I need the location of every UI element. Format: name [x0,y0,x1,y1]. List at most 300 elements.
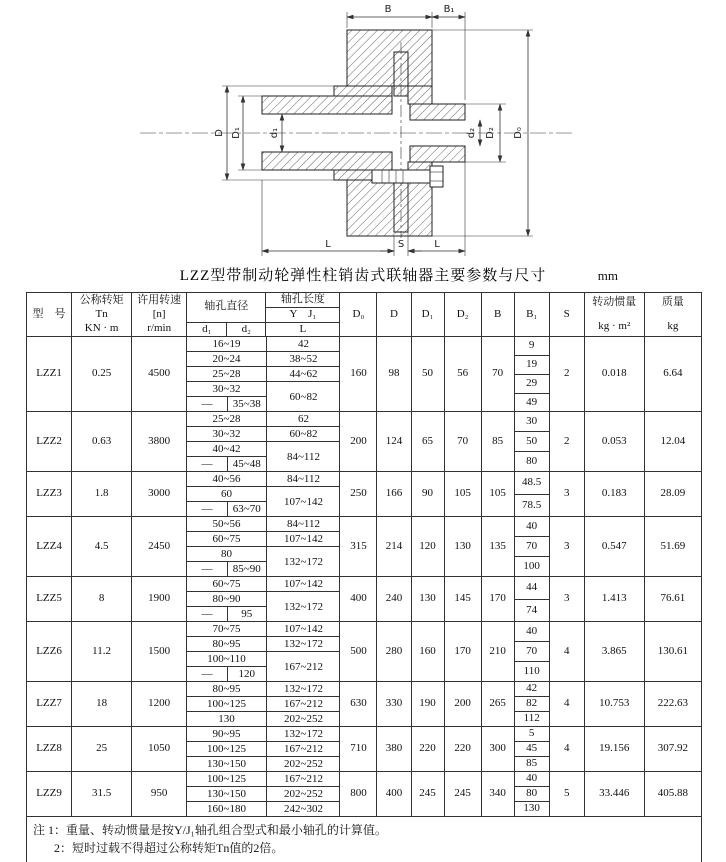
bore-range-cell: 16~19 [187,337,266,352]
torque-cell: 31.5 [72,772,132,817]
b1-item: 85 [526,757,538,770]
dim-label-d1: d₁ [269,127,280,139]
D1-cell: 190 [411,682,444,727]
bore-range-cell: 40~42 [187,442,266,457]
bore-range-cell: 80~90 [187,592,266,607]
bore-d2-cell: 63~70 [227,502,266,517]
dim-label-L-right: L [434,239,440,250]
bore-length-cell: 202~252 [266,787,340,802]
header-D2: D₂ [444,293,481,337]
torque-cell: 25 [72,727,132,772]
bore-length-cell: 60~82 [266,382,340,412]
torque-cell: 18 [72,682,132,727]
D-cell: 280 [377,622,411,682]
bore-length-cell: 60~82 [266,427,340,442]
bore-table [187,412,340,471]
b1-stack [515,412,549,471]
bore-range-cell: 160~180 [187,802,266,817]
bore-length-cell: 132~172 [266,727,340,742]
mass-cell: 307.92 [644,727,701,772]
bore-row [187,427,340,442]
bore-group-cell [187,517,340,577]
D2-cell: 145 [444,577,481,622]
bore-d2-cell: 45~48 [227,457,266,472]
spec-row [27,577,702,622]
b1-item: 130 [523,802,540,815]
bore-row [187,727,340,742]
B1-group-cell [514,412,549,472]
bore-length-cell: 132~172 [266,682,340,697]
spec-table-wrap [26,292,702,817]
D1-cell: 120 [411,517,444,577]
bore-row [187,412,340,427]
B1-group-cell [514,517,549,577]
bore-table [187,517,340,576]
b1-item: 30 [515,412,549,432]
dim-label-S: S [397,239,405,250]
D2-cell: 200 [444,682,481,727]
header-L: L [266,322,340,337]
bore-range-cell: 30~32 [187,427,266,442]
dim-label-B: B [384,4,392,15]
b1-item: 29 [515,375,549,394]
bore-length-cell: 84~112 [266,517,340,532]
S-cell: 4 [549,682,584,727]
inertia-cell: 33.446 [584,772,644,817]
bore-length-cell: 202~252 [266,712,340,727]
speed-cell: 950 [132,772,187,817]
bore-row [187,532,340,547]
bore-length-cell: 107~142 [266,532,340,547]
b1-item: 50 [515,432,549,452]
inertia-cell: 0.053 [584,412,644,472]
bore-range-cell: 50~56 [187,517,266,532]
torque-cell: 8 [72,577,132,622]
spec-row [27,682,702,727]
bore-range-cell: 40~56 [187,472,266,487]
dim-label-D2: D₂ [485,127,496,139]
B-cell: 170 [481,577,514,622]
D-cell: 400 [377,772,411,817]
torque-cell: 4.5 [72,517,132,577]
b1-item: 40 [515,772,549,787]
model-cell: LZZ3 [27,472,72,517]
header-D1: D₁ [411,293,444,337]
header-d1: d₁ [187,322,227,337]
D0-cell: 160 [340,337,377,412]
note-line-1: 注 1：重量、转动惯量是按Y/J₁轴孔组合型式和最小轴孔的计算值。 [33,823,387,838]
bore-d1-cell: — [187,457,227,472]
b1-item: 70 [515,537,549,557]
D2-cell: 220 [444,727,481,772]
speed-cell: 3000 [132,472,187,517]
D1-cell: 90 [411,472,444,517]
D0-cell: 200 [340,412,377,472]
b1-item: 74 [526,603,538,616]
bore-range-cell: 80~95 [187,637,266,652]
S-cell: 2 [549,412,584,472]
header-D0: D₀ [340,293,377,337]
D-cell: 330 [377,682,411,727]
bore-group-cell [187,622,340,682]
bore-length-cell: 242~302 [266,802,340,817]
header-S: S [549,293,584,337]
speed-cell: 1900 [132,577,187,622]
B1-group-cell [514,622,549,682]
bore-range-cell: 60 [187,487,266,502]
D1-cell: 65 [411,412,444,472]
model-cell: LZZ9 [27,772,72,817]
bore-range-cell: 100~125 [187,772,266,787]
coupling-cross-section [0,0,726,262]
bore-range-cell: 25~28 [187,367,266,382]
bore-table [187,682,340,726]
header-model: 型 号 [27,293,72,337]
bore-row [187,352,340,367]
dim-label-D1: D₁ [231,127,242,139]
bore-range-cell: 70~75 [187,622,266,637]
b1-item: 110 [523,664,540,677]
D0-cell: 315 [340,517,377,577]
B1-group-cell [514,577,549,622]
bore-row [187,487,340,502]
bore-range-cell: 60~75 [187,532,266,547]
bore-range-cell: 130 [187,712,266,727]
bore-table [187,622,340,681]
bore-length-cell: 42 [266,337,340,352]
D2-cell: 130 [444,517,481,577]
speed-cell: 4500 [132,337,187,412]
bore-d1-cell: — [187,562,227,577]
header-B: B [481,293,514,337]
bore-d2-cell: 85~90 [227,562,266,577]
bore-d1-cell: — [187,502,227,517]
spec-table-body [27,337,702,817]
inertia-cell: 10.753 [584,682,644,727]
bore-length-cell: 132~172 [266,592,340,622]
dim-label-L-left: L [325,239,331,250]
inertia-cell: 0.183 [584,472,644,517]
bore-length-cell: 202~252 [266,757,340,772]
bore-d2-cell: 95 [227,607,266,622]
bore-row [187,787,340,802]
model-cell: LZZ2 [27,412,72,472]
bore-table [187,772,340,816]
bore-row [187,622,340,637]
torque-cell: 1.8 [72,472,132,517]
header-YJ1: Y J₁ [266,307,340,322]
bore-range-cell: 80~95 [187,682,266,697]
b1-item: 70 [515,642,549,662]
mass-cell: 76.61 [644,577,701,622]
speed-cell: 1050 [132,727,187,772]
bore-group-cell [187,412,340,472]
bore-row [187,577,340,592]
D1-cell: 50 [411,337,444,412]
bore-range-cell: 80 [187,547,266,562]
bore-row [187,772,340,787]
D-cell: 166 [377,472,411,517]
header-bore-length: 轴孔长度 [266,293,340,308]
D-cell: 124 [377,412,411,472]
mass-cell: 405.88 [644,772,701,817]
b1-item: 80 [526,454,538,467]
notes-box [26,817,702,862]
mass-cell: 6.64 [644,337,701,412]
bore-row [187,652,340,667]
dim-label-d2: d₂ [466,127,477,139]
D0-cell: 630 [340,682,377,727]
bore-length-cell: 62 [266,412,340,427]
b1-stack [515,682,549,726]
torque-cell: 0.25 [72,337,132,412]
b1-stack [515,772,549,816]
S-cell: 3 [549,577,584,622]
B-cell: 105 [481,472,514,517]
bore-length-cell: 44~62 [266,367,340,382]
bore-row [187,742,340,757]
D-cell: 98 [377,337,411,412]
bore-row [187,712,340,727]
bore-table [187,727,340,771]
bore-row [187,682,340,697]
inertia-cell: 1.413 [584,577,644,622]
bore-length-cell: 38~52 [266,352,340,367]
torque-cell: 0.63 [72,412,132,472]
S-cell: 5 [549,772,584,817]
spec-row [27,772,702,817]
bore-row [187,592,340,607]
bore-d1-cell: — [187,667,227,682]
bore-row [187,547,340,562]
model-cell: LZZ5 [27,577,72,622]
B-cell: 70 [481,337,514,412]
b1-stack [515,622,549,681]
bore-row [187,802,340,817]
B1-group-cell [514,337,549,412]
D0-cell: 710 [340,727,377,772]
bore-row [187,472,340,487]
b1-item: 40 [515,622,549,642]
spec-row [27,412,702,472]
bore-group-cell [187,472,340,517]
bore-range-cell: 130~150 [187,757,266,772]
bore-range-cell: 130~150 [187,787,266,802]
S-cell: 4 [549,622,584,682]
spec-row [27,622,702,682]
b1-item: 48.5 [515,472,549,495]
dim-label-D0: D₀ [513,127,524,139]
dim-label-D: D [214,129,225,137]
b1-item: 9 [515,337,549,356]
S-cell: 3 [549,472,584,517]
model-cell: LZZ1 [27,337,72,412]
bore-group-cell [187,727,340,772]
D1-cell: 220 [411,727,444,772]
bore-row [187,517,340,532]
b1-item: 45 [515,742,549,757]
bore-row [187,382,340,397]
model-cell: LZZ6 [27,622,72,682]
bore-group-cell [187,682,340,727]
B-cell: 210 [481,622,514,682]
bore-length-cell: 132~172 [266,547,340,577]
bore-range-cell: 60~75 [187,577,266,592]
bore-length-cell: 84~112 [266,442,340,472]
b1-item: 82 [515,697,549,712]
S-cell: 2 [549,337,584,412]
bore-length-cell: 107~142 [266,622,340,637]
model-cell: LZZ8 [27,727,72,772]
bore-row [187,757,340,772]
D1-cell: 160 [411,622,444,682]
B-cell: 340 [481,772,514,817]
b1-item: 42 [515,682,549,697]
bore-range-cell: 30~32 [187,382,266,397]
bore-length-cell: 167~212 [266,772,340,787]
mass-cell: 51.69 [644,517,701,577]
header-D: D [377,293,411,337]
bore-range-cell: 100~110 [187,652,266,667]
unit-label: mm [597,268,618,283]
bore-d1-cell: — [187,397,227,412]
B-cell: 300 [481,727,514,772]
bore-group-cell [187,772,340,817]
inertia-cell: 0.547 [584,517,644,577]
bore-table [187,337,340,411]
spec-row [27,517,702,577]
D2-cell: 70 [444,412,481,472]
bore-d2-cell: 35~38 [227,397,266,412]
model-cell: LZZ4 [27,517,72,577]
bore-d1-cell: — [187,607,227,622]
bore-d2-cell: 120 [227,667,266,682]
b1-item: 112 [523,712,540,725]
spec-row [27,337,702,412]
b1-stack [515,727,549,771]
D0-cell: 800 [340,772,377,817]
b1-item: 40 [515,517,549,537]
D-cell: 380 [377,727,411,772]
b1-item: 78.5 [522,498,542,511]
D1-cell: 130 [411,577,444,622]
speed-cell: 3800 [132,412,187,472]
title-row [0,262,726,290]
D2-cell: 245 [444,772,481,817]
B1-group-cell [514,727,549,772]
bore-length-cell: 167~212 [266,742,340,757]
bore-length-cell: 132~172 [266,637,340,652]
header-B1: B₁ [514,293,549,337]
D2-cell: 56 [444,337,481,412]
D0-cell: 500 [340,622,377,682]
header-torque: 公称转矩 Tn KN · m [72,293,132,337]
mass-cell: 222.63 [644,682,701,727]
bore-range-cell: 90~95 [187,727,266,742]
B1-group-cell [514,682,549,727]
b1-stack [515,517,549,576]
speed-cell: 2450 [132,517,187,577]
bore-group-cell [187,577,340,622]
B-cell: 135 [481,517,514,577]
bore-range-cell: 100~125 [187,742,266,757]
D-cell: 214 [377,517,411,577]
inertia-cell: 0.018 [584,337,644,412]
header-inertia: 转动惯量 kg · m² [584,293,644,337]
b1-item: 19 [515,356,549,375]
coupling-diagram [0,0,726,262]
D0-cell: 250 [340,472,377,517]
D-cell: 240 [377,577,411,622]
speed-cell: 1500 [132,622,187,682]
B1-group-cell [514,472,549,517]
model-cell: LZZ7 [27,682,72,727]
spec-row [27,727,702,772]
dim-label-B1: B₁ [443,4,455,15]
header-speed: 许用转速 [n] r/min [132,293,187,337]
bore-length-cell: 107~142 [266,487,340,517]
spec-row [27,472,702,517]
D0-cell: 400 [340,577,377,622]
bore-table [187,472,340,516]
b1-item: 5 [515,727,549,742]
mass-cell: 28.09 [644,472,701,517]
torque-cell: 11.2 [72,622,132,682]
bore-table [187,577,340,621]
bore-range-cell: 100~125 [187,697,266,712]
speed-cell: 1200 [132,682,187,727]
bore-length-cell: 107~142 [266,577,340,592]
bore-group-cell [187,337,340,412]
B-cell: 265 [481,682,514,727]
inertia-cell: 3.865 [584,622,644,682]
bore-row [187,337,340,352]
D2-cell: 170 [444,622,481,682]
bore-row [187,367,340,382]
header-d2: d₂ [227,322,266,337]
note-line-2: 2：短时过载不得超过公称转矩Tn值的2倍。 [54,841,284,856]
b1-stack [515,577,549,621]
mass-cell: 130.61 [644,622,701,682]
bore-length-cell: 167~212 [266,652,340,682]
D2-cell: 105 [444,472,481,517]
header-mass: 质量 kg [644,293,701,337]
bore-length-cell: 167~212 [266,697,340,712]
mass-cell: 12.04 [644,412,701,472]
page-title: LZZ型带制动轮弹性柱销齿式联轴器主要参数与尺寸 [179,268,547,284]
bore-range-cell: 25~28 [187,412,266,427]
B1-group-cell [514,772,549,817]
b1-item: 44 [515,577,549,600]
S-cell: 3 [549,517,584,577]
b1-item: 100 [523,559,540,572]
b1-item: 49 [526,395,538,408]
D1-cell: 245 [411,772,444,817]
bore-row [187,442,340,457]
b1-stack [515,472,549,516]
bore-range-cell: 20~24 [187,352,266,367]
S-cell: 4 [549,727,584,772]
bore-row [187,697,340,712]
inertia-cell: 19.156 [584,727,644,772]
b1-item: 80 [515,787,549,802]
B-cell: 85 [481,412,514,472]
spec-table [26,292,702,817]
bore-length-cell: 84~112 [266,472,340,487]
b1-stack [515,337,549,411]
bore-row [187,637,340,652]
spec-table-head [27,293,702,337]
